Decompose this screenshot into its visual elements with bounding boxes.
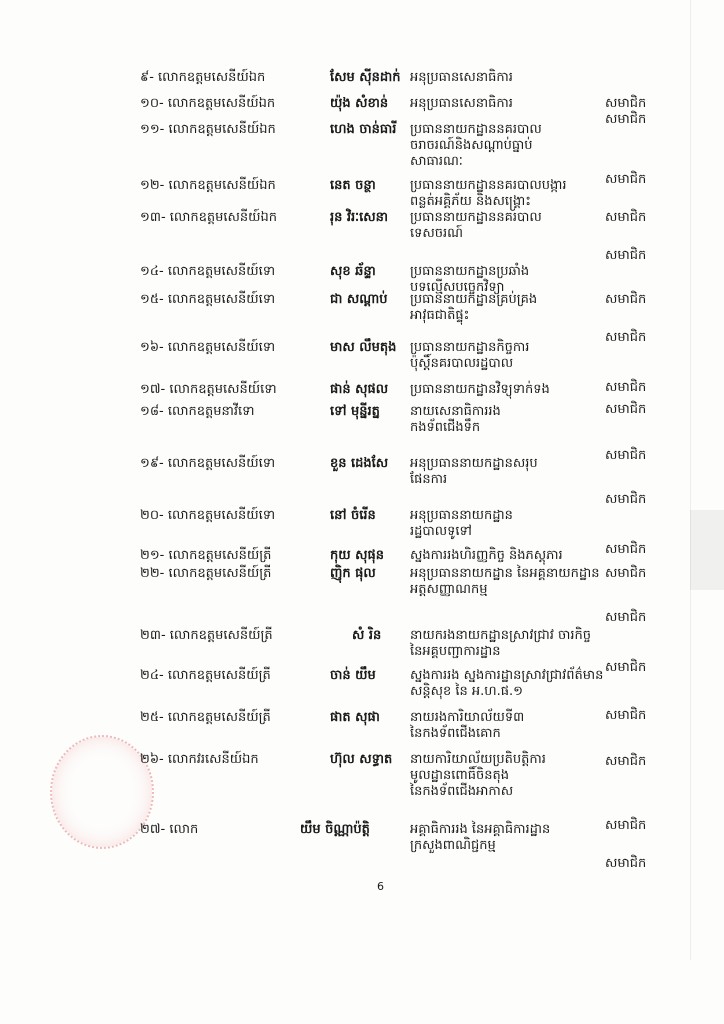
position-line: ស្នងការរងហិរញ្ញកិច្ច និងភស្តុភារ <box>410 548 563 563</box>
position-line: អត្តសញ្ញាណកម្ម <box>410 582 488 597</box>
faded-red-seal <box>50 735 154 849</box>
member-rank: ២៥- លោកឧត្តមសេនីយ៍ត្រី <box>140 710 271 725</box>
member-role: សមាជិក <box>605 172 647 187</box>
member-name: ផាត សុផា <box>330 710 380 725</box>
member-name: ចាន់ យឹម <box>330 668 376 683</box>
member-rank: ២១- លោកឧត្តមសេនីយ៍ត្រី <box>140 548 272 563</box>
position-line: ប្រធាននាយកដ្ឋាននគរបាលបង្ការ <box>410 178 567 193</box>
position-line: ក្រសួងពាណិជ្ជកម្ម <box>410 838 496 853</box>
member-position <box>410 548 563 564</box>
member-position <box>410 456 538 488</box>
member-position <box>410 668 603 700</box>
member-name: សុខ ឆ័ន្ទា <box>330 264 376 279</box>
member-role: សមាជិក <box>605 708 647 723</box>
position-line: អនុប្រធានសេនាធិការ <box>410 70 513 85</box>
member-name: ជា សណ្តាប់ <box>330 292 388 307</box>
member-rank: ៩- លោកឧត្តមសេនីយ៍ឯក <box>140 70 266 85</box>
position-line: នៃកងទ័ពជើងគោក <box>410 726 501 741</box>
member-name: នេត ចន្ថា <box>330 178 376 193</box>
member-role: សមាជិក <box>605 448 647 463</box>
position-line: ចរាចរណ៍និងសណ្តាប់ធ្នាប់ <box>410 138 533 153</box>
member-position <box>410 340 529 372</box>
position-line: ទេសចរណ៍ <box>410 226 464 241</box>
member-position <box>410 382 550 398</box>
position-line: នៃអគ្គបញ្ជាការដ្ឋាន <box>410 644 501 659</box>
member-position <box>410 752 546 800</box>
member-position <box>410 122 542 170</box>
position-line: ប្រធាននាយកដ្ឋាននគរបាល <box>410 210 542 225</box>
member-name: ហ៊ុល សទ្ធាត <box>330 752 393 767</box>
member-rank: ១៤- លោកឧត្តមសេនីយ៍ទោ <box>140 264 276 279</box>
member-rank: ២៤- លោកឧត្តមសេនីយ៍ត្រី <box>140 668 271 683</box>
member-role: សមាជិក <box>605 492 647 507</box>
member-rank: ២០- លោកឧត្តមសេនីយ៍ទោ <box>140 508 276 523</box>
member-position <box>410 404 501 436</box>
member-rank: ២២- លោកឧត្តមសេនីយ៍ត្រី <box>140 566 272 581</box>
member-position <box>410 96 513 112</box>
position-line: នាយរងការិយាល័យទី៣ <box>410 710 525 725</box>
position-line: សន្តិសុខ នៃ អ.ហ.ផ.១ <box>410 684 524 699</box>
member-name: ទៅ មុន្នីរត្ន <box>330 404 380 419</box>
member-name: រុន វិរៈសេនា <box>330 210 389 225</box>
trailing-role: សមាជិក <box>605 856 647 871</box>
member-role: សមាជិក <box>605 248 647 263</box>
member-rank: ១៩- លោកឧត្តមសេនីយ៍ទោ <box>140 456 276 471</box>
member-rank: ១០- លោកឧត្តមសេនីយ៍ឯក <box>140 96 276 111</box>
member-name: មាស លឹមតុង <box>330 340 397 355</box>
member-position <box>410 710 524 742</box>
member-position <box>410 210 542 242</box>
member-rank: ២៦- លោកវរសេនីយ៍ឯក <box>140 752 259 767</box>
member-rank: ១៧- លោកឧត្តមសេនីយ៍ទោ <box>140 382 277 397</box>
member-name: ហេង ចាន់ធារី <box>330 122 397 137</box>
member-role: សមាជិក <box>605 380 647 395</box>
member-role: សមាជិក <box>605 818 647 833</box>
member-role: សមាជិក <box>605 542 647 557</box>
member-name: សែម ស៊ីនដាក់ <box>330 70 401 85</box>
position-line: សាធារណៈ <box>410 154 463 169</box>
member-role: សមាជិក <box>605 660 647 675</box>
position-line: អាវុធជាតិផ្ទុះ <box>410 308 470 323</box>
position-line: អនុប្រធាននាយកដ្ឋាន <box>410 508 513 523</box>
position-line: ប្រធាននាយកដ្ឋានកិច្ចការ <box>410 340 530 355</box>
member-rank: ២៧- លោក <box>140 822 199 837</box>
position-line: នាយសេនាធិការរង <box>410 404 501 419</box>
member-rank: ១៦- លោកឧត្តមសេនីយ៍ទោ <box>140 340 276 355</box>
member-name: យឹម ចិណ្ណាប៉ត្តិ <box>300 822 370 837</box>
position-line: ប្រធាននាយកដ្ឋានគ្រប់គ្រង <box>410 292 538 307</box>
member-rank: ១៨- លោកឧត្តមនាវីទោ <box>140 404 255 419</box>
position-line: ពន្លត់អគ្គិភ័យ និងសង្គ្រោះ <box>410 194 531 209</box>
position-line: នាយការិយាល័យប្រតិបត្តិការ <box>410 752 546 767</box>
position-line: អនុប្រធាននាយកដ្ឋានសរុប <box>410 456 538 471</box>
member-name: កុយ សុផុន <box>330 548 385 563</box>
scan-bleed-mark <box>690 510 724 590</box>
position-line: ផែនការ <box>410 472 448 487</box>
member-role: សមាជិក <box>605 754 647 769</box>
position-line: នៃកងទ័ពជើងអាកាស <box>410 784 514 799</box>
member-name: សំ រិន <box>352 628 382 643</box>
position-line: កងទ័ពជើងទឹក <box>410 420 481 435</box>
position-line: អនុប្រធាននាយកដ្ឋាន នៃអគ្គនាយកដ្ឋាន <box>410 566 600 581</box>
scan-edge-mark <box>690 0 691 960</box>
member-rank: ១៥- លោកឧត្តមសេនីយ៍ទោ <box>140 292 276 307</box>
member-position <box>410 508 513 540</box>
member-rank: ១១- លោកឧត្តមសេនីយ៍ឯក <box>140 122 276 137</box>
member-position <box>410 178 567 210</box>
position-line: រដ្ឋបាលទូទៅ <box>410 524 472 539</box>
member-position <box>410 70 513 86</box>
member-rank: ២៣- លោកឧត្តមសេនីយ៍ត្រី <box>140 628 273 643</box>
position-line: ប្រធាននាយកដ្ឋាននគរបាល <box>410 122 542 137</box>
page-number: 6 <box>377 880 384 893</box>
position-line: នាយករងនាយកដ្ឋានស្រាវជ្រាវ ចារកិច្ច <box>410 628 592 643</box>
member-position <box>410 292 537 324</box>
member-name: យ៉ុង សំខាន់ <box>330 96 389 111</box>
member-rank: ១៣- លោកឧត្តមសេនីយ៍ឯក <box>140 210 278 225</box>
member-name: នៅ ចំរើន <box>330 508 376 523</box>
member-role: សមាជិក <box>605 610 647 625</box>
position-line: ប្រធាននាយកដ្ឋានវិទ្យុទាក់ទង <box>410 382 550 397</box>
position-line: បទល្មើសបច្ចេកវិទ្យា <box>410 280 505 295</box>
position-line: ស្នងការរង ស្នងការដ្ឋានស្រាវជ្រាវព័ត៌មាន <box>410 668 604 683</box>
member-name: ខួន ដេងសែ <box>330 456 389 471</box>
member-role: សមាជិក <box>605 566 647 581</box>
member-role: សមាជិក <box>605 330 647 345</box>
member-position <box>410 822 550 854</box>
member-role: សមាជិក <box>605 402 647 417</box>
position-line: ប្រធាននាយកដ្ឋានប្រឆាំង <box>410 264 530 279</box>
member-role: សមាជិក <box>605 292 647 307</box>
position-line: មូលដ្ឋានពោធិ៍ចិនតុង <box>410 768 510 783</box>
member-role: សមាជិក <box>605 96 647 111</box>
position-line: អនុប្រធានសេនាធិការ <box>410 96 513 111</box>
member-rank: ១២- លោកឧត្តមសេនីយ៍ឯក <box>140 178 276 193</box>
member-role: សមាជិក <box>605 112 647 127</box>
member-position <box>410 628 591 660</box>
member-name: ញ៉ិក ផុល <box>330 566 376 581</box>
member-name: ផាន់ សុផល <box>330 382 389 397</box>
member-role: សមាជិក <box>605 210 647 225</box>
position-line: ប៉ុស្តិ៍នគរបាលរដ្ឋបាល <box>410 356 514 371</box>
position-line: អគ្គាធិការរង នៃអគ្គាធិការដ្ឋាន <box>410 822 551 837</box>
member-position <box>410 566 600 598</box>
